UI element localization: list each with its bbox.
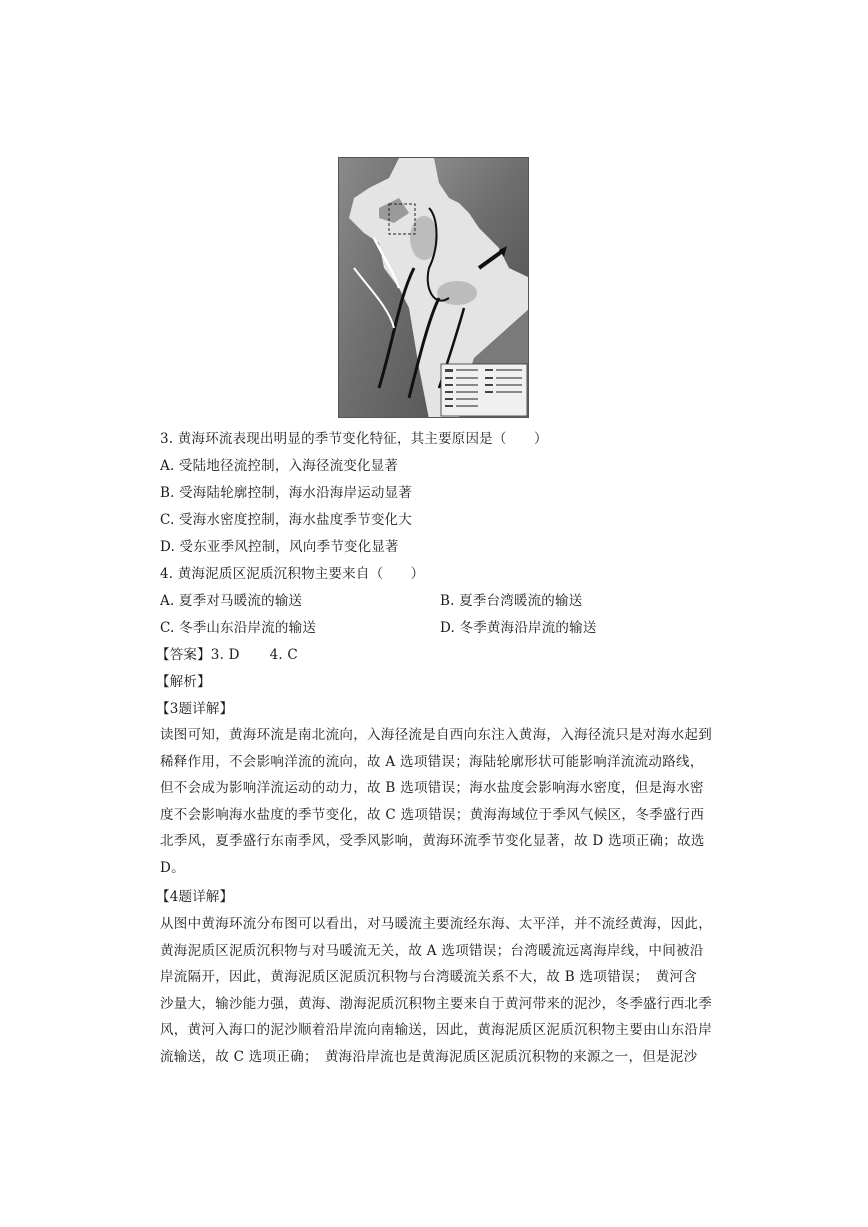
question-3-option-b: B. 受海陆轮廓控制，海水沿海岸运动显著 — [160, 485, 413, 501]
detail-4-line: 从图中黄海环流分布图可以看出，对马暖流主要流经东海、太平洋，并不流经黄海，因此， — [160, 916, 712, 932]
detail-4-line: 风，黄河入海口的泥沙顺着沿岸流向南输送，因此，黄海泥质区泥质沉积物主要由山东沿岸 — [160, 1022, 712, 1038]
analysis-label: 【解析】 — [156, 674, 211, 690]
detail-3-line: D。 — [160, 859, 185, 876]
question-3-option-c: C. 受海水密度控制，海水盐度季节变化大 — [160, 512, 412, 528]
map-graphic — [339, 158, 529, 418]
detail-3-line: 稀释作用，不会影响洋流的流向，故 A 选项错误；海陆轮廓形状可能影响洋流流动路线， — [160, 753, 704, 770]
detail-3-line: 北季风，夏季盛行东南季风，受季风影响，黄海环流季节变化显著，故 D 选项正确；故选 — [160, 833, 705, 849]
detail-4-line: 岸流隔开，因此，黄海泥质区泥质沉积物与台湾暖流关系不大，故 B 选项错误； 黄河含 — [160, 969, 698, 985]
answer-line — [156, 646, 298, 664]
detail-3-label: 【3题详解】 — [156, 701, 234, 717]
answer-label: 【答案】3. D — [156, 647, 240, 663]
question-4-option-a: A. 夏季对马暖流的输送 — [160, 593, 303, 609]
detail-3-line: 但不会成为影响洋流运动的动力，故 B 选项错误；海水盐度会影响海水密度，但是海水密 — [160, 780, 704, 796]
detail-4-line: 黄海泥质区泥质沉积物与对马暖流无关，故 A 选项错误；台湾暖流远离海岸线，中间被沿 — [160, 942, 704, 959]
detail-4-label: 【4题详解】 — [156, 889, 234, 905]
question-4-stem: 4. 黄海泥质区泥质沉积物主要来自（ ） — [160, 566, 425, 582]
detail-4-line: 沙量大，输沙能力强，黄海、渤海泥质沉积物主要来自于黄河带来的泥沙，冬季盛行西北季 — [160, 995, 712, 1012]
detail-3-line: 读图可知，黄海环流是南北流向，入海径流是自西向东注入黄海，入海径流只是对海水起到 — [160, 727, 712, 743]
answer-second: 4. C — [269, 647, 298, 663]
question-3-option-a: A. 受陆地径流控制，入海径流变化显著 — [160, 458, 399, 474]
question-4-option-c: C. 冬季山东沿岸流的输送 — [160, 620, 317, 636]
detail-3-line: 度不会影响海水盐度的季节变化，故 C 选项错误；黄海海域位于季风气候区，冬季盛行西 — [160, 806, 705, 823]
detail-4-text — [160, 911, 712, 1070]
ocean-current-map — [338, 157, 529, 418]
detail-4-line: 流输送，故 C 选项正确； 黄海沿岸流也是黄海泥质区泥质沉积物的来源之一，但是泥沙 — [160, 1048, 698, 1065]
detail-3-text — [160, 722, 712, 881]
question-4-option-d: D. 冬季黄海沿岸流的输送 — [440, 620, 597, 636]
question-3-option-d: D. 受东亚季风控制，风向季节变化显著 — [160, 539, 399, 555]
question-3-stem: 3. 黄海环流表现出明显的季节变化特征，其主要原因是（ ） — [160, 431, 548, 447]
question-4-option-b: B. 夏季台湾暖流的输送 — [440, 593, 583, 609]
map-legend — [441, 364, 527, 416]
question-4-row-1 — [160, 592, 302, 610]
